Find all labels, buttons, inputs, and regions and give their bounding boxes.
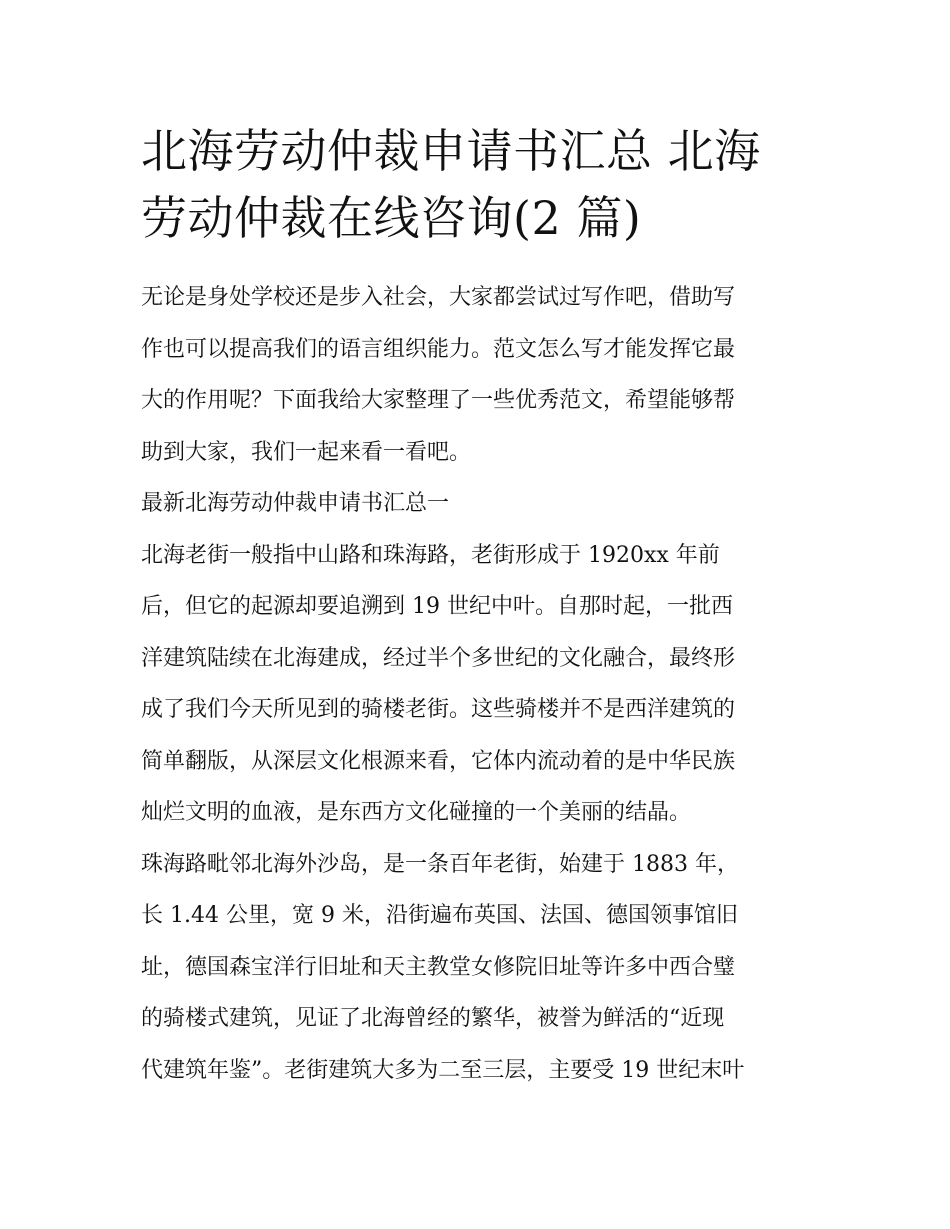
text-line: 成了我们今天所见到的骑楼老街。这些骑楼并不是西洋建筑的: [141, 697, 736, 722]
text-line: 助到大家，我们一起来看一看吧。: [141, 439, 472, 465]
text-line: 作也可以提高我们的语言组织能力。范文怎么写才能发挥它最: [141, 336, 736, 362]
text-line: 无论是身处学校还是步入社会，大家都尝试过写作吧，借助写: [141, 285, 736, 310]
document-content: [141, 118, 813, 1096]
text-line: 长 1.44 公里，宽 9 米，沿街遍布英国、法国、德国领事馆旧: [141, 903, 738, 928]
text-line: 后，但它的起源却要追溯到 19 世纪中叶。自那时起，一批西: [141, 594, 733, 619]
text-line: 简单翻版，从深层文化根源来看，它体内流动着的是中华民族: [141, 748, 736, 774]
text-line: 灿烂文明的血液，是东西方文化碰撞的一个美丽的结晶。: [141, 800, 692, 825]
text-line: 北海老街一般指中山路和珠海路，老街形成于 1920xx 年前: [141, 542, 720, 568]
document-title: [141, 118, 813, 252]
title-line: 北海劳动仲裁申请书汇总 北海: [141, 124, 761, 178]
text-line: 的骑楼式建筑，见证了北海曾经的繁华，被誉为鲜活的“近现: [141, 1006, 725, 1031]
body-paragraph: [141, 530, 813, 839]
text-line: 最新北海劳动仲裁申请书汇总一: [141, 491, 450, 516]
body-paragraph: [141, 839, 813, 1097]
text-line: 洋建筑陆续在北海建成，经过半个多世纪的文化融合，最终形: [141, 645, 736, 671]
intro-paragraph: [141, 272, 813, 478]
document-body: [141, 272, 813, 1096]
title-line: 劳动仲裁在线咨询(2 篇): [141, 191, 642, 245]
text-line: 珠海路毗邻北海外沙岛，是一条百年老街，始建于 1883 年，: [141, 851, 739, 877]
text-line: 代建筑年鉴”。老街建筑大多为二至三层，主要受 19 世纪末叶: [141, 1057, 745, 1083]
text-line: 址，德国森宝洋行旧址和天主教堂女修院旧址等许多中西合璧: [141, 954, 736, 980]
section-heading: [141, 478, 813, 530]
text-line: 大的作用呢？下面我给大家整理了一些优秀范文，希望能够帮: [141, 388, 736, 413]
